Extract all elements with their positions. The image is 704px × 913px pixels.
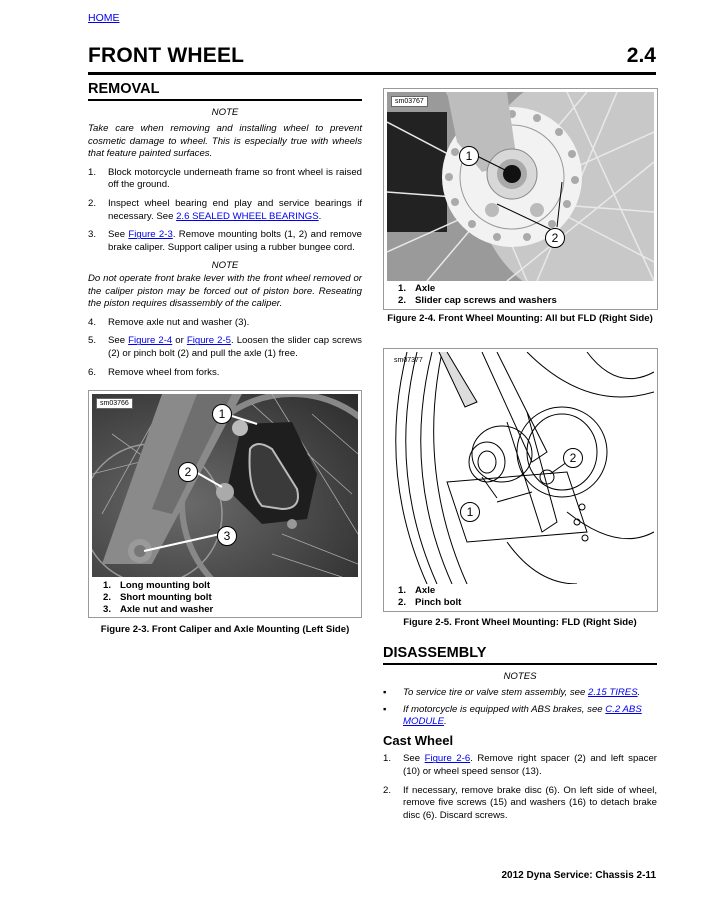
- callout-3: 3: [217, 526, 237, 546]
- step-text: See Figure 2-6. Remove right spacer (2) and left spacer (10) or wheel speed sensor (13).: [403, 753, 657, 778]
- notes-label: NOTES: [503, 670, 537, 682]
- figure-id-tag: sm07377: [394, 357, 423, 364]
- link-abs-module[interactable]: C.2 ABS MODULE: [403, 703, 642, 728]
- wheel-mounting-photo: [387, 92, 654, 281]
- callout-2: 2: [178, 462, 198, 482]
- step-2: [88, 198, 362, 223]
- caliper-photo: [92, 394, 358, 577]
- legend-item: 3. Axle nut and washer: [103, 604, 214, 615]
- callout-1: 1: [460, 502, 480, 522]
- step-text: Remove axle nut and washer (3).: [108, 316, 250, 328]
- step-number: 4.: [88, 316, 97, 328]
- disassembly-heading: DISASSEMBLY: [383, 645, 487, 661]
- step-6: [88, 367, 362, 380]
- step-text: See Figure 2-3. Remove mounting bolts (1, 2) and remove brake caliper. Support caliper using a rubber bungee cord.: [108, 229, 362, 253]
- legend-item: 1. Long mounting bolt: [103, 580, 211, 591]
- link-figure-2-3[interactable]: Figure 2-3: [128, 229, 173, 241]
- fld-line-drawing: [387, 352, 654, 584]
- page-title: FRONT WHEEL: [88, 44, 245, 67]
- cast-step-2: [383, 785, 657, 823]
- legend-item: 1. Axle: [398, 283, 436, 294]
- page-footer: 2012 Dyna Service: Chassis 2-11: [501, 870, 656, 881]
- step-number: 1.: [383, 753, 392, 765]
- step-number: 5.: [88, 335, 97, 347]
- figure-2-4-caption: Figure 2-4. Front Wheel Mounting: All but FLD (Right Side): [387, 313, 653, 324]
- disassembly-rule: [383, 663, 657, 665]
- link-sealed-wheel-bearings[interactable]: 2.6 SEALED WHEEL BEARINGS: [176, 210, 319, 222]
- step-number: 2.: [88, 198, 97, 210]
- step-text: See Figure 2-4 or Figure 2-5. Loosen the slider cap screws (2) or pinch bolt (2) and pull the axle (1) free.: [108, 335, 362, 359]
- step-text: Inspect wheel bearing end play and service bearings if necessary. See 2.6 SEALED WHEEL BEARINGS.: [108, 198, 362, 222]
- step-4: [88, 317, 362, 330]
- bullet-icon: ▪: [383, 687, 387, 699]
- callout-2: 2: [563, 448, 583, 468]
- title-rule: [88, 72, 656, 75]
- figure-legend: [398, 585, 461, 609]
- callout-1: 1: [459, 146, 479, 166]
- link-figure-2-5[interactable]: Figure 2-5: [186, 335, 231, 347]
- figure-id-tag: sm03766: [96, 398, 133, 409]
- step-1: [88, 167, 362, 192]
- note-item: ▪ To service tire or valve stem assembly, see 2.15 TIRES.: [383, 687, 641, 699]
- removal-heading: REMOVAL: [88, 81, 160, 97]
- legend-item: 2. Short mounting bolt: [103, 592, 212, 603]
- step-number: 2.: [383, 784, 392, 796]
- callout-2: 2: [545, 228, 565, 248]
- removal-rule: [88, 99, 362, 101]
- note-label: NOTE: [211, 106, 239, 118]
- figure-2-4: [383, 88, 658, 310]
- note-item: ▪ If motorcycle is equipped with ABS brakes, see C.2 ABS MODULE.: [383, 703, 642, 728]
- legend-item: 2. Pinch bolt: [398, 597, 462, 608]
- bullet-icon: ▪: [383, 703, 387, 715]
- step-number: 6.: [88, 366, 97, 378]
- step-number: 3.: [88, 229, 97, 241]
- cast-wheel-heading: Cast Wheel: [383, 732, 454, 748]
- step-3: [88, 229, 362, 254]
- figure-2-5: [383, 348, 658, 612]
- link-figure-2-4[interactable]: Figure 2-4: [128, 335, 173, 347]
- figure-legend: [398, 283, 557, 307]
- step-number: 1.: [88, 166, 97, 178]
- figure-2-3: [88, 390, 362, 618]
- figure-legend: [103, 580, 213, 616]
- home-link[interactable]: HOME: [88, 12, 120, 24]
- step-5: [88, 335, 362, 360]
- link-figure-2-6[interactable]: Figure 2-6: [424, 753, 471, 765]
- legend-item: 1. Axle: [398, 585, 436, 596]
- figure-2-5-caption: Figure 2-5. Front Wheel Mounting: FLD (Right Side): [403, 617, 637, 628]
- note-label: NOTE: [211, 260, 239, 272]
- legend-item: 2. Slider cap screws and washers: [398, 295, 557, 306]
- figure-id-tag: sm03767: [391, 96, 428, 107]
- figure-2-3-caption: Figure 2-3. Front Caliper and Axle Mounting (Left Side): [100, 624, 350, 635]
- link-tires[interactable]: 2.15 TIRES: [588, 687, 638, 699]
- section-number: 2.4: [626, 44, 656, 67]
- note-text: Take care when removing and installing wheel to prevent cosmetic damage to wheel. This is especially true with wheels that feature painted surfaces.: [88, 123, 362, 160]
- step-text: Remove wheel from forks.: [108, 366, 220, 378]
- step-text: Block motorcycle underneath frame so front wheel is raised off the ground.: [108, 166, 362, 191]
- callout-1: 1: [212, 404, 232, 424]
- step-text: If necessary, remove brake disc (6). On left side of wheel, remove five screws (15) and washers (16) to detach brake disc (6). Discard screws.: [403, 784, 657, 821]
- note-text: Do not operate front brake lever with the front wheel removed or the caliper piston may be forced out of piston bore. Reseating the piston requires disassembly of the caliper.: [88, 273, 362, 310]
- cast-step-1: [383, 753, 657, 778]
- disassembly-section: [383, 645, 657, 822]
- removal-section: [88, 81, 362, 379]
